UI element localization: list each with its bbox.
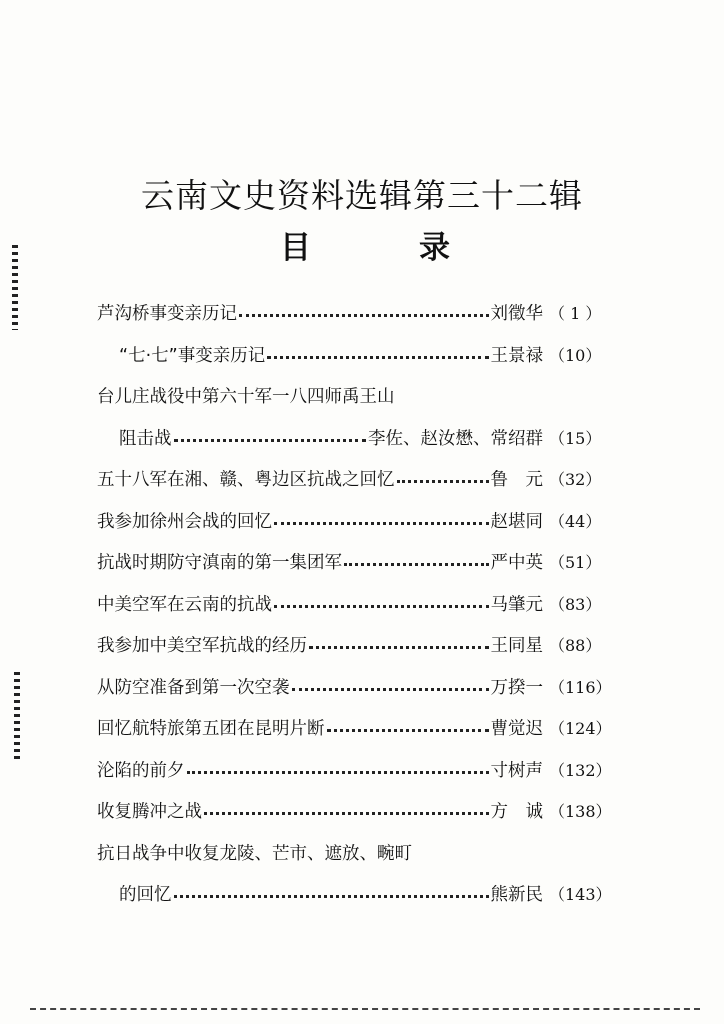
binding-mark bbox=[12, 245, 18, 330]
toc-entry-author: 李佐、赵汝懋、常绍群 bbox=[368, 428, 543, 449]
toc-entry-title: 台儿庄战役中第六十军一八四师禹王山 bbox=[97, 387, 395, 408]
toc-entry bbox=[97, 500, 607, 542]
toc-entry-title: 我参加中美空军抗战的经历 bbox=[97, 636, 307, 657]
toc-entry-author: 刘徵华 bbox=[490, 304, 543, 325]
dot-leader bbox=[267, 356, 488, 359]
toc-entry-title: 阻击战 bbox=[119, 428, 172, 449]
toc-entry-title: 五十八军在湘、赣、粤边区抗战之回忆 bbox=[97, 470, 395, 491]
toc-entry bbox=[97, 790, 612, 832]
toc-entry bbox=[97, 666, 612, 708]
toc-entry-author: 王同星 bbox=[490, 636, 543, 657]
page-title: 云南文史资料选辑第三十二辑 bbox=[141, 176, 583, 216]
toc-entry-author: 严中英 bbox=[490, 553, 543, 574]
toc-entry-page: （51） bbox=[549, 553, 602, 573]
binding-mark bbox=[14, 672, 20, 762]
dot-leader bbox=[174, 895, 489, 898]
toc-entry-page: （124） bbox=[549, 719, 612, 739]
toc-entry-author: 万揆一 bbox=[490, 677, 543, 698]
toc-entry bbox=[97, 707, 612, 749]
toc-entry-page: （15） bbox=[549, 428, 602, 448]
toc-entry-title: 中美空军在云南的抗战 bbox=[97, 594, 272, 615]
toc-entry bbox=[97, 583, 607, 625]
toc-entry-title: 抗日战争中收复龙陵、芒市、遮放、畹町 bbox=[97, 843, 412, 864]
toc-entry-title: 芦沟桥事变亲历记 bbox=[97, 304, 237, 325]
toc-entry-author: 熊新民 bbox=[490, 885, 543, 906]
dot-leader bbox=[174, 439, 367, 442]
toc-entry-page: （32） bbox=[549, 470, 602, 490]
footer-rule bbox=[30, 1008, 700, 1010]
dot-leader bbox=[344, 563, 489, 566]
toc-entry bbox=[97, 292, 607, 334]
toc-entry-title: 收复腾冲之战 bbox=[97, 802, 202, 823]
toc-entry-author: 鲁 元 bbox=[490, 470, 543, 491]
toc-heading-char-2: 录 bbox=[419, 230, 450, 266]
toc-entry-title: 回忆航特旅第五团在昆明片断 bbox=[97, 719, 325, 740]
toc-entry-page: （ 1 ） bbox=[549, 304, 602, 324]
toc-entry-page: （10） bbox=[549, 345, 602, 365]
toc-entry bbox=[97, 749, 612, 791]
toc-entry bbox=[97, 624, 607, 666]
dot-leader bbox=[397, 480, 489, 483]
toc-entry bbox=[97, 417, 607, 459]
toc-entry-title: “七·七”事变亲历记 bbox=[119, 345, 266, 366]
toc-heading-char-1: 目 bbox=[280, 230, 311, 266]
toc-entry bbox=[97, 541, 607, 583]
toc-entry-page: （88） bbox=[549, 636, 602, 656]
toc-entry bbox=[97, 873, 612, 915]
toc-entry-author: 赵堪同 bbox=[490, 511, 543, 532]
toc-entry-author: 王景禄 bbox=[490, 345, 543, 366]
toc-entry-title: 沦陷的前夕 bbox=[97, 760, 185, 781]
dot-leader bbox=[187, 771, 489, 774]
toc-entry bbox=[97, 458, 607, 500]
toc-entry-page: （83） bbox=[549, 594, 602, 614]
toc-entry-page: （143） bbox=[549, 885, 612, 905]
toc-entry-page: （116） bbox=[549, 677, 612, 697]
toc-entry-title: 的回忆 bbox=[119, 885, 172, 906]
toc-entry-author: 马肇元 bbox=[490, 594, 543, 615]
toc-entry-title: 从防空准备到第一次空袭 bbox=[97, 677, 290, 698]
toc-entry bbox=[97, 334, 607, 376]
toc-entry-author: 曹觉迟 bbox=[490, 719, 543, 740]
toc-heading bbox=[280, 222, 450, 267]
toc-entry-page: （132） bbox=[549, 760, 612, 780]
toc-entry bbox=[97, 375, 607, 417]
toc-entry-title: 我参加徐州会战的回忆 bbox=[97, 511, 272, 532]
toc-entry-title: 抗战时期防守滇南的第一集团军 bbox=[97, 553, 342, 574]
dot-leader bbox=[274, 522, 489, 525]
dot-leader bbox=[309, 646, 489, 649]
dot-leader bbox=[239, 314, 489, 317]
dot-leader bbox=[204, 812, 489, 815]
toc-list bbox=[97, 292, 612, 915]
toc-entry bbox=[97, 832, 607, 874]
dot-leader bbox=[327, 729, 489, 732]
toc-entry-page: （44） bbox=[549, 511, 602, 531]
dot-leader bbox=[274, 605, 489, 608]
toc-entry-page: （138） bbox=[549, 802, 612, 822]
toc-entry-author: 寸树声 bbox=[490, 760, 543, 781]
dot-leader bbox=[292, 688, 489, 691]
toc-entry-author: 方 诚 bbox=[490, 802, 543, 823]
